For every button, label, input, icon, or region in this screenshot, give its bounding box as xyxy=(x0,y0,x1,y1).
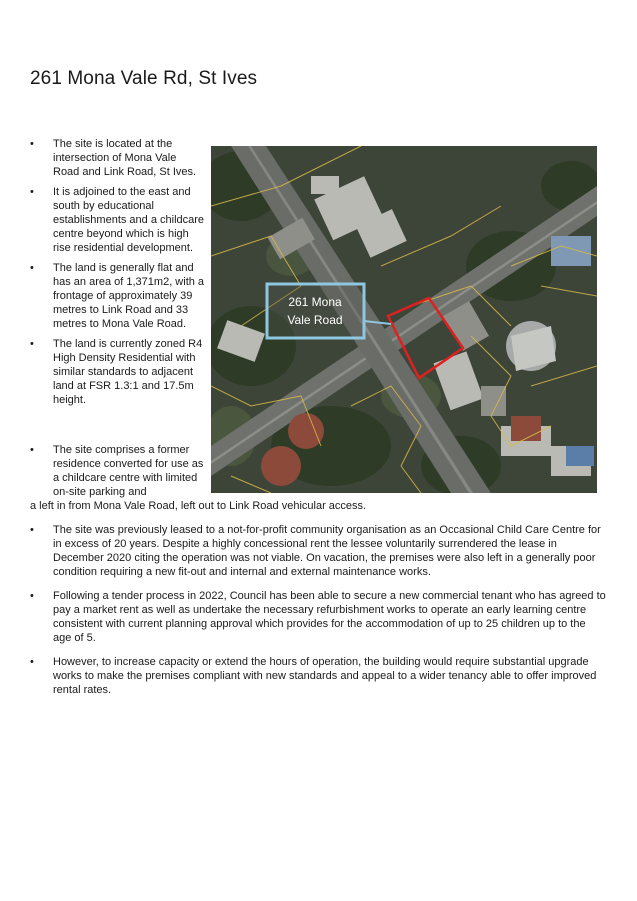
site-label-line2: Vale Road xyxy=(287,313,343,327)
aerial-map-image xyxy=(211,146,597,493)
bullet-tender-process: • Following a tender process in 2022, Council has been able to secure a new commercial tenant who has agreed to pay a market rent as well as undertake the necessary refurbishment works to operate an early learning centre consistent with current planning approval which provides for the accommodation of up to 25 children up to the age of 5. xyxy=(30,589,606,645)
bullet-adjoining: • It is adjoined to the east and south by educational establishments and a childcare centre beyond which is high rise residential development. xyxy=(30,185,205,255)
bullet-capacity: • However, to increase capacity or extend the hours of operation, the building would require substantial upgrade works to make the premises compliant with new standards and appeal to a wider tenancy able to offer improved rental rates. xyxy=(30,655,606,697)
bullet-zoning: • The land is currently zoned R4 High Density Residential with similar standards to adjacent land at FSR 1.3:1 and 17.5m height. xyxy=(30,337,205,407)
left-column-text xyxy=(30,137,205,413)
bullet-list-left xyxy=(30,137,205,407)
bullet-site-use-part1: • The site comprises a former residence converted for use as a childcare centre with limited on-site parking and xyxy=(53,444,204,498)
bullet-site-use xyxy=(30,443,606,513)
page-title: 261 Mona Vale Rd, St Ives xyxy=(30,68,258,89)
bullet-site-use-part2: a left in from Mona Vale Road, left out to Link Road vehicular access. xyxy=(30,500,367,512)
bullet-location: • The site is located at the intersection of Mona Vale Road and Link Road, St Ives. xyxy=(30,137,205,179)
site-label-line1: 261 Mona xyxy=(288,295,342,309)
bullet-land-area: • The land is generally flat and has an area of 1,371m2, with a frontage of approximately 39 metres to Link Road and 33 metres to Mona Vale Road. xyxy=(30,261,205,331)
full-width-text xyxy=(30,443,606,703)
aerial-site-map xyxy=(211,146,597,493)
bullet-list-full xyxy=(30,443,606,697)
bullet-previous-lease: • The site was previously leased to a not-for-profit community organisation as an Occasional Child Care Centre for in excess of 20 years. Despite a highly concessional rent the lessee voluntarily surrendered the lease in December 2020 citing the operation was not viable. On vacation, the premises were also left in a generally poor condition requiring a new fit-out and internal and external maintenance works. xyxy=(30,523,606,579)
site-label-box xyxy=(267,284,364,338)
